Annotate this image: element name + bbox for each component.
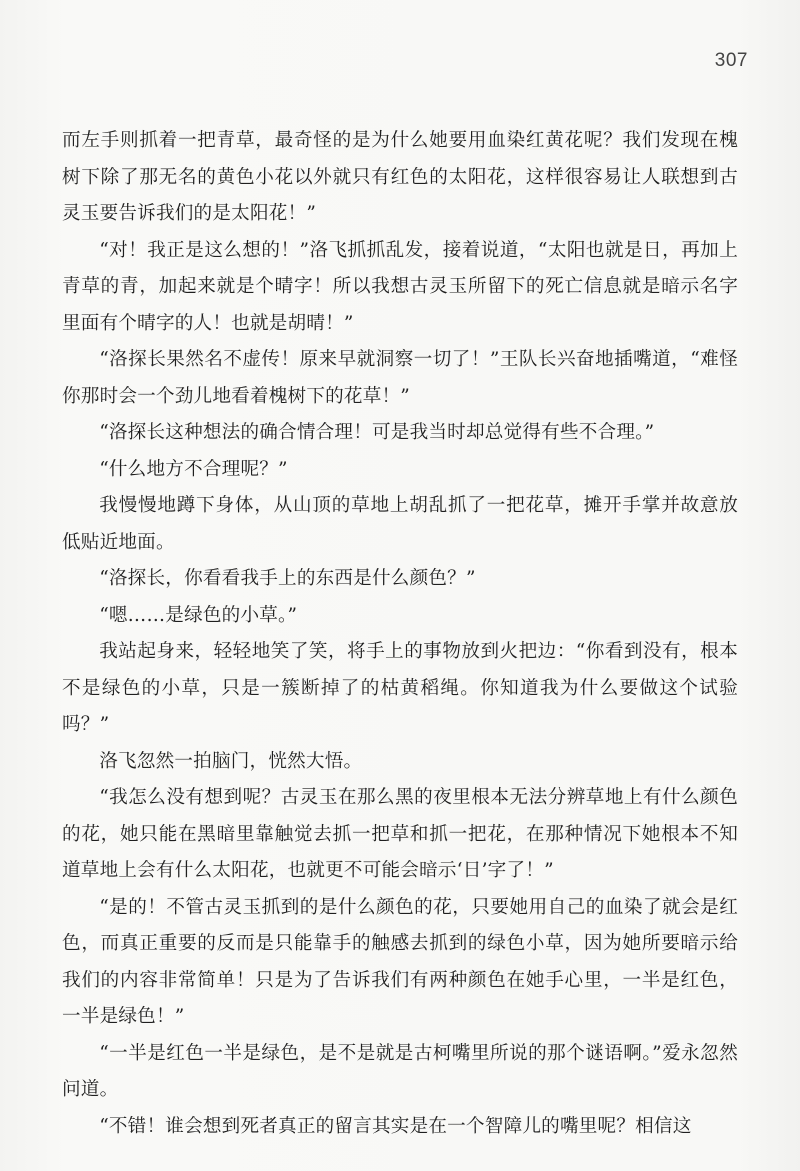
paragraph: “不错！谁会想到死者真正的留言其实是在一个智障儿的嘴里呢？相信这 [99, 1115, 692, 1137]
paragraph: 洛飞忽然一拍脑门，恍然大悟。 [99, 750, 363, 772]
paragraph: “对！我正是这么想的！”洛飞抓抓乱发，接着说道，“太阳也就是日，再加上青草的青，加起来就是个晴字！所以我想古灵玉所留下的死亡信息就是暗示名字里面有个晴字的人！也就是胡晴！” [62, 239, 738, 334]
paragraph: “一半是红色一半是绿色，是不是就是古柯嘴里所说的那个谜语啊。”爱永忽然问道。 [62, 1042, 738, 1100]
paragraph: “洛探长，你看看我手上的东西是什么颜色？” [99, 568, 476, 589]
paragraph: 我站起身来，轻轻地笑了笑，将手上的事物放到火把边：“你看到没有，根本不是绿色的小草，只是一簇断掉了的枯黄稻绳。你知道我为什么要做这个试验吗？” [62, 641, 738, 735]
paragraph: 而左手则抓着一把青草，最奇怪的是为什么她要用血染红黄花呢？我们发现在槐树下除了那无名的黄色小花以外就只有红色的太阳花，这样很容易让人联想到古灵玉要告诉我们的是太阳花！” [62, 130, 738, 224]
paragraph: 我慢慢地蹲下身体，从山顶的草地上胡乱抓了一把花草，摊开手掌并故意放低贴近地面。 [62, 495, 738, 553]
paragraph: “是的！不管古灵玉抓到的是什么颜色的花，只要她用自己的血染了就会是红色，而真正重要的反而是只能靠手的触感去抓到的绿色小草，因为她所要暗示给我们的内容非常简单！只是为了告诉我们有两种颜色在她手心里，一半是红色，一半是绿色！” [62, 896, 738, 1027]
paragraph: “我怎么没有想到呢？古灵玉在那么黑的夜里根本无法分辨草地上有什么颜色的花，她只能在黑暗里靠触觉去抓一把草和抓一把花，在那种情况下她根本不知道草地上会有什么太阳花，也就更不可能会暗示‘日’字了！” [62, 787, 738, 881]
page-number: 307 [714, 50, 748, 71]
paragraph: “什么地方不合理呢？” [99, 458, 288, 480]
paragraph: “嗯……是绿色的小草。” [99, 604, 298, 626]
paragraph: “洛探长这种想法的确合情合理！可是我当时却总觉得有些不合理。” [99, 422, 655, 443]
body-text [62, 123, 738, 1145]
paragraph: “洛探长果然名不虚传！原来早就洞察一切了！”王队长兴奋地插嘴道，“难怪你那时会一个劲儿地看着槐树下的花草！” [62, 349, 738, 407]
